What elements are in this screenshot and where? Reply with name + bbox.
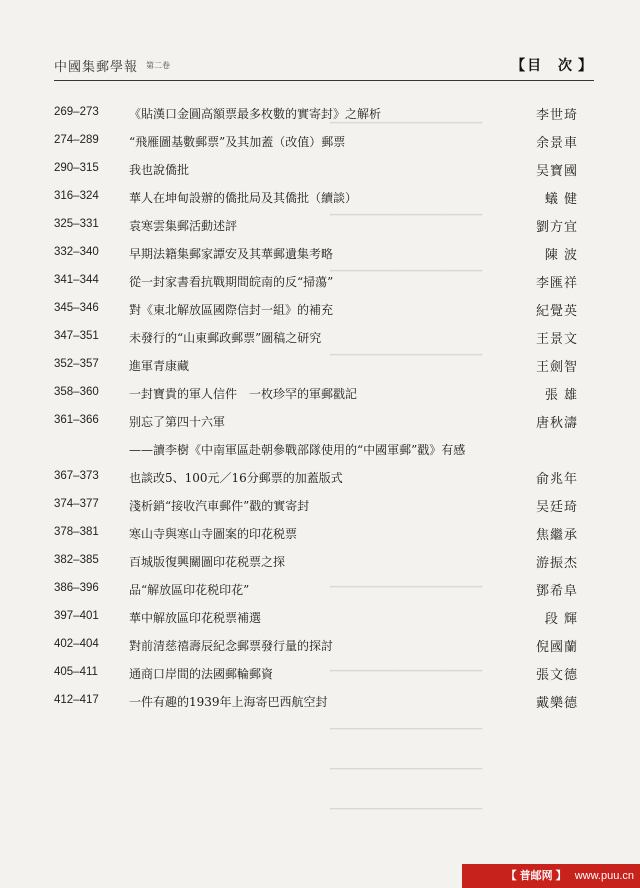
article-title: 寒山寺與寒山寺圖案的印花税票 (129, 527, 298, 541)
article-title: 通商口岸間的法國郵輪郵資 (129, 667, 274, 681)
article-title: 對《東北解放區國際信封一組》的補充 (129, 303, 334, 317)
author-name: 俞兆年 (535, 472, 578, 487)
toc-entry (0, 298, 640, 320)
page-range: 325–331 (54, 218, 99, 230)
page-range: 347–351 (54, 330, 99, 342)
author-name: 游振杰 (535, 556, 578, 571)
bleed-through-mark: ▁▁▁▁▁▁▁▁▁▁▁▁▁▁▁▁▁▁▁▁▁▁ (330, 800, 483, 810)
author-name: 唐秋濤 (535, 416, 578, 431)
article-subtitle: ——讀李樹《中南軍區赴朝參戰部隊使用的“中國軍郵”戳》有感 (129, 443, 466, 457)
author-name: 蟻 健 (544, 192, 578, 207)
toc-entry (0, 158, 640, 180)
page-range: 274–289 (54, 134, 99, 146)
running-header (54, 46, 594, 81)
article-title: 品“解放區印花税印花” (129, 583, 250, 597)
toc-entry (0, 382, 640, 404)
article-title: 《貼漢口金圓高額票最多枚數的實寄封》之解析 (129, 107, 382, 121)
journal-title: 中國集郵學報 (54, 60, 139, 75)
page-range: 361–366 (54, 414, 99, 426)
page-range: 290–315 (54, 162, 99, 174)
author-name: 張文德 (535, 668, 578, 683)
article-title: 早期法籍集郵家譚安及其華郵遺集考略 (129, 247, 334, 261)
page-range: 412–417 (54, 694, 99, 706)
page-range: 367–373 (54, 470, 99, 482)
page-range: 397–401 (54, 610, 99, 622)
author-name: 王景文 (535, 332, 578, 347)
author-name: 段 輝 (544, 612, 578, 627)
article-title: 袁寒雲集郵活動述評 (129, 219, 238, 233)
bleed-through-mark: ▁▁▁▁▁▁▁▁▁▁▁▁▁▁▁▁▁▁▁▁▁▁ (330, 720, 483, 730)
page-range: 341–344 (54, 274, 99, 286)
page-range: 316–324 (54, 190, 99, 202)
article-title: 進軍青康藏 (129, 359, 190, 373)
bleed-through-mark: ▁▁▁▁▁▁▁▁▁▁▁▁▁▁▁▁▁▁▁▁▁▁ (330, 578, 483, 588)
watermark-banner (462, 864, 640, 888)
toc-entry (0, 578, 640, 600)
article-title: 我也說僑批 (129, 163, 190, 177)
author-name: 陳 波 (544, 248, 578, 263)
article-title: 華人在坤甸設辦的僑批局及其僑批（續談） (129, 191, 358, 205)
section-label: 目 次 (527, 58, 578, 74)
author-name: 鄧希阜 (535, 584, 578, 599)
article-title: 别忘了第四十六軍 (129, 415, 226, 429)
section-title: 【目 次】 (511, 58, 594, 74)
author-name: 張 雄 (544, 388, 578, 403)
author-name: 吴寶國 (535, 164, 578, 179)
author-name: 李匯祥 (535, 276, 578, 291)
toc-entry (0, 270, 640, 292)
page-range: 358–360 (54, 386, 99, 398)
toc-entry (0, 410, 640, 432)
toc-entry (0, 522, 640, 544)
watermark-url: www.puu.cn (574, 870, 634, 882)
volume-label: 第二卷 (146, 61, 170, 70)
article-title: 一封寶貴的軍人信件 一枚珍罕的軍郵戳記 (129, 387, 358, 401)
toc-entry (0, 662, 640, 684)
article-title: 對前清慈禧壽辰紀念郵票發行量的探討 (129, 639, 334, 653)
author-name: 吴廷琦 (535, 500, 578, 515)
author-name: 王劍智 (535, 360, 578, 375)
toc-entry (0, 550, 640, 572)
article-title: 也談改5、100元／16分郵票的加蓋版式 (129, 471, 343, 485)
bleed-through-mark: ▁▁▁▁▁▁▁▁▁▁▁▁▁▁▁▁▁▁▁▁▁▁ (330, 346, 483, 356)
bleed-through-mark: ▁▁▁▁▁▁▁▁▁▁▁▁▁▁▁▁▁▁▁▁▁▁ (330, 662, 483, 672)
page-range: 374–377 (54, 498, 99, 510)
toc-entry (0, 494, 640, 516)
toc-entry (0, 242, 640, 264)
toc-entry (0, 634, 640, 656)
article-title: 百城版復興關圖印花税票之探 (129, 555, 286, 569)
toc-entry (0, 186, 640, 208)
bleed-through-mark: ▁▁▁▁▁▁▁▁▁▁▁▁▁▁▁▁▁▁▁▁▁▁ (330, 206, 483, 216)
page-range: 269–273 (54, 106, 99, 118)
toc-entry (0, 130, 640, 152)
author-name: 李世琦 (535, 108, 578, 123)
page-range: 345–346 (54, 302, 99, 314)
toc-entry (0, 326, 640, 348)
toc-entry (0, 606, 640, 628)
author-name: 紀覺英 (535, 304, 578, 319)
bleed-through-mark: ▁▁▁▁▁▁▁▁▁▁▁▁▁▁▁▁▁▁▁▁▁▁ (330, 760, 483, 770)
page-range: 378–381 (54, 526, 99, 538)
author-name: 戴樂德 (535, 696, 578, 711)
watermark-brand: 【 普邮网 】 (505, 870, 567, 882)
article-title: 淺析銷“接收汽車郵件”戳的實寄封 (129, 499, 310, 513)
page-range: 382–385 (54, 554, 99, 566)
page-range: 402–404 (54, 638, 99, 650)
toc-entry (0, 690, 640, 712)
article-title: 華中解放區印花税票補選 (129, 611, 262, 625)
article-title: 從一封家書看抗戰期間皖南的反“掃蕩” (129, 275, 334, 289)
author-name: 劉方宜 (535, 220, 578, 235)
toc-entry (0, 102, 640, 124)
page-range: 352–357 (54, 358, 99, 370)
author-name: 焦繼承 (535, 528, 578, 543)
author-name: 余景車 (535, 136, 578, 151)
toc-entry (0, 466, 640, 488)
page-range: 332–340 (54, 246, 99, 258)
article-title: 一件有趣的1939年上海寄巴西航空封 (129, 695, 328, 709)
page-range: 386–396 (54, 582, 99, 594)
toc-entry-continuation (0, 438, 640, 460)
page-range: 405–411 (54, 666, 98, 678)
article-title: “飛雁圖基數郵票”及其加蓋（改值）郵票 (129, 135, 346, 149)
bleed-through-mark: ▁▁▁▁▁▁▁▁▁▁▁▁▁▁▁▁▁▁▁▁▁▁ (330, 262, 483, 272)
article-title: 未發行的“山東郵政郵票”圖稿之研究 (129, 331, 322, 345)
bleed-through-mark: ▁▁▁▁▁▁▁▁▁▁▁▁▁▁▁▁▁▁▁▁▁▁ (330, 114, 483, 124)
toc-entry (0, 214, 640, 236)
author-name: 倪國蘭 (535, 640, 578, 655)
toc-entry (0, 354, 640, 376)
